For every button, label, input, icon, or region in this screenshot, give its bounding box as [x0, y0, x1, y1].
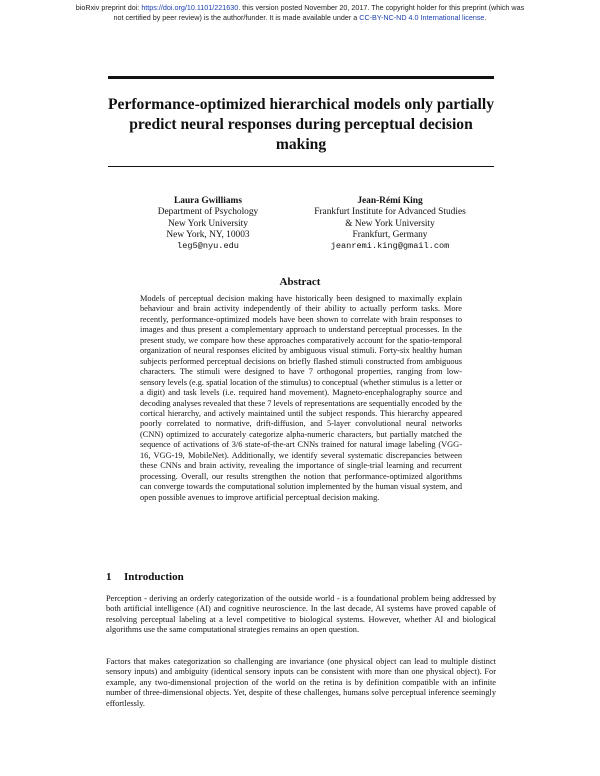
- section-heading-introduction: [106, 571, 184, 583]
- banner-line1-suffix: . this version posted November 20, 2017. The copyright holder for this preprint (which was: [238, 3, 525, 12]
- banner-line-1: [60, 3, 540, 13]
- author-block-1: [128, 196, 288, 252]
- banner-line-2: [60, 13, 540, 23]
- author-affiliation: New York University: [168, 218, 248, 229]
- intro-paragraph-1: Perception - deriving an orderly categorization of the outside world - is a foundational problem being addressed by both artificial intelligence (AI) and cognitive neuroscience. In the last decade, AI systems have proved capable of resolving perceptual labeling at a level competitive to biological systems. However, whether AI and biological algorithms use the same computational strategies remains an open question.: [106, 594, 496, 635]
- banner-line2-prefix: not certified by peer review) is the author/funder. It is made available under a: [113, 12, 360, 22]
- preprint-banner: [60, 3, 540, 22]
- doi-link[interactable]: https://doi.org/10.1101/221630: [141, 3, 239, 12]
- author-name: Jean-Rémi King: [357, 196, 423, 206]
- banner-line2-suffix: .: [484, 12, 487, 22]
- title-rule-top: [108, 76, 494, 79]
- banner-doi-prefix: bioRxiv preprint doi:: [75, 3, 142, 12]
- author-affiliation: New York, NY, 10003: [166, 229, 250, 240]
- author-affiliation: & New York University: [345, 218, 435, 229]
- section-title: Introduction: [124, 571, 184, 583]
- author-email: leg5@nyu.edu: [177, 241, 239, 252]
- author-affiliation: Frankfurt, Germany: [352, 229, 428, 240]
- author-affiliation: Frankfurt Institute for Advanced Studies: [314, 207, 466, 218]
- intro-paragraph-2: Factors that makes categorization so challenging are invariance (one physical object can lead to multiple distinct sensory inputs) and ambiguity (identical sensory inputs can be consistent with more than one physical object). For example, any two-dimensional projection of the world on the retina is by definition compatible with an infinite number of three-dimensional objects. Yet, despite of these challenges, humans solve perceptual inference seemingly effortlessly.: [106, 657, 496, 708]
- paper-title: Performance-optimized hierarchical models only partially predict neural responses during perceptual decision making: [108, 96, 495, 153]
- author-name: Laura Gwilliams: [174, 196, 242, 206]
- abstract-text: Models of perceptual decision making have historically been designed to maximally explain behaviour and brain activity independently of their ability to actually perform tasks. More recently, performance-optimized models have been shown to correlate with brain responses to images and thus present a complementary approach to understand perceptual processes. In the present study, we compare how these approaches comparatively account for the spatio-temporal organization of neural responses elicited by ambiguous visual stimuli. Forty-six healthy human subjects performed perceptual decisions on briefly flashed stimuli constructed from ambiguous characters. The stimuli were designed to have 7 orthogonal properties, ranging from low-sensory levels (e.g. spatial location of the stimulus) to conceptual (whether stimulus is a letter or a digit) and task levels (i.e. required hand movement). Magneto-encephalography source and decoding analyses revealed that these 7 levels of representations are sequentially encoded by the cortical hierarchy, and actively maintained until the subject responds. This hierarchy appeared poorly correlated to normative, drift-diffusion, and 5-layer convolutional neural networks (CNN) optimized to accurately categorize alpha-numeric characters, but partially matched the sequence of activations of 3/6 state-of-the-art CNNs trained for natural image labeling (VGG-16, VGG-19, MobileNet). Additionally, we identify several systematic discrepancies between these CNNs and brain activity, revealing the importance of single-trial learning and recurrent processing. Overall, our results strengthen the notion that performance-optimized algorithms can converge towards the computational solution implemented by the human visual system, and open possible avenues to improve artificial perceptual decision making.: [140, 294, 462, 502]
- author-affiliation: Department of Psychology: [157, 207, 259, 218]
- title-rule-bottom: [108, 166, 494, 167]
- author-email: jeanremi.king@gmail.com: [330, 241, 450, 252]
- license-link[interactable]: CC-BY-NC-ND 4.0 International license: [359, 12, 485, 22]
- section-number: 1: [106, 571, 112, 583]
- author-block-2: [280, 196, 500, 252]
- abstract-heading: Abstract: [279, 276, 321, 288]
